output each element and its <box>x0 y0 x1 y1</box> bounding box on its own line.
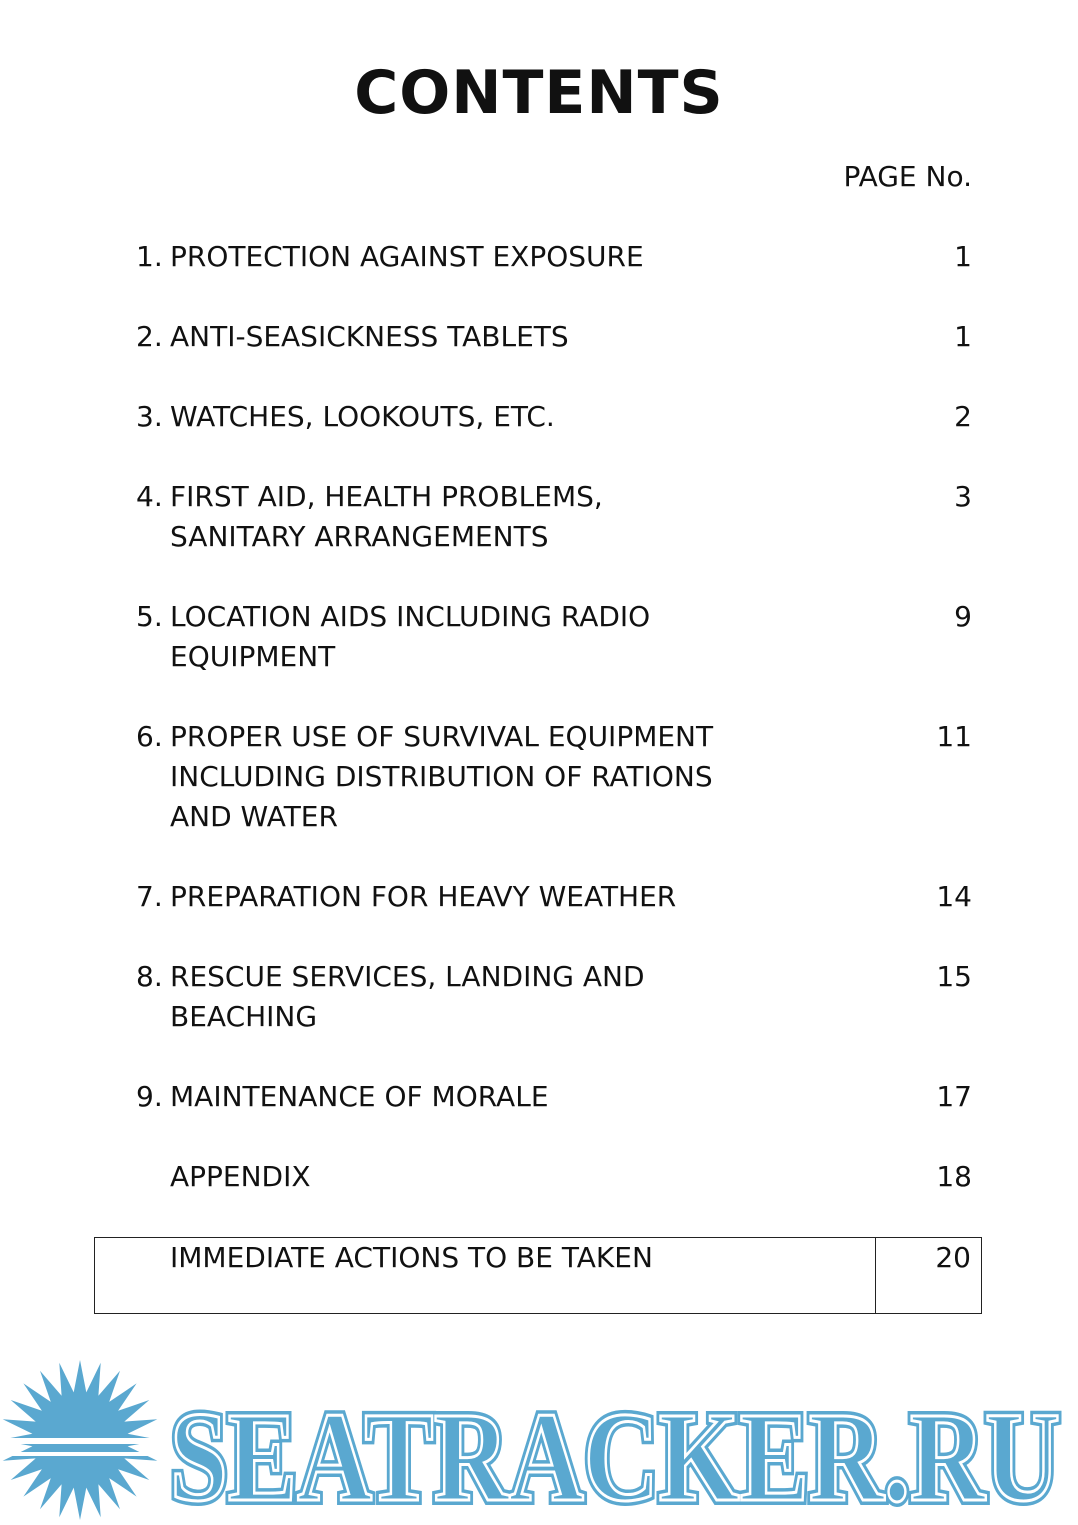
toc-entry <box>136 1077 972 1117</box>
toc-entry-number: 9. <box>136 1080 163 1113</box>
toc-entry-number: 2. <box>136 320 163 353</box>
watermark-text: SEATRACKER.RU <box>170 1386 1060 1525</box>
toc-entry <box>136 877 972 917</box>
toc-entry-title: PROPER USE OF SURVIVAL EQUIPMENT INCLUDING DISTRIBUTION OF RATIONS AND WATER <box>170 720 714 833</box>
toc-entry-page: 1 <box>954 240 972 273</box>
toc-entry-number: 8. <box>136 960 163 993</box>
toc-entry <box>136 317 972 357</box>
toc-entry-page: 17 <box>936 1080 972 1113</box>
toc-entry <box>136 597 972 677</box>
toc-entry <box>136 717 972 837</box>
immediate-actions-page: 20 <box>935 1241 971 1274</box>
seatracker-watermark-logo <box>0 1360 1078 1525</box>
toc-entry <box>136 237 972 277</box>
watermark-text-outline: SEATRACKER.RU <box>170 1386 1060 1525</box>
toc-entry-title: MAINTENANCE OF MORALE <box>170 1080 549 1113</box>
toc-entry <box>136 477 972 557</box>
toc-entry-title: WATCHES, LOOKOUTS, ETC. <box>170 400 555 433</box>
toc-entry-title: RESCUE SERVICES, LANDING AND BEACHING <box>170 960 645 1033</box>
toc-entry-number: 4. <box>136 480 163 513</box>
toc-entry-page: 2 <box>954 400 972 433</box>
toc-entry-title: LOCATION AIDS INCLUDING RADIO EQUIPMENT <box>170 600 651 673</box>
toc-entry-page: 14 <box>936 880 972 913</box>
toc-entry <box>136 1157 972 1197</box>
toc-entry-title: PROTECTION AGAINST EXPOSURE <box>170 240 644 273</box>
toc-entry-page: 9 <box>954 600 972 633</box>
immediate-actions-title: IMMEDIATE ACTIONS TO BE TAKEN <box>170 1241 653 1274</box>
page-title: CONTENTS <box>354 58 724 128</box>
toc-entry <box>136 957 972 1037</box>
immediate-actions-box <box>94 1237 982 1314</box>
toc-entry-number: 3. <box>136 400 163 433</box>
toc-entry-number: 5. <box>136 600 163 633</box>
toc-entry-page: 11 <box>936 720 972 753</box>
toc-entry-title: ANTI-SEASICKNESS TABLETS <box>170 320 569 353</box>
toc-entry-number: 1. <box>136 240 163 273</box>
toc-entry-number <box>136 1157 170 1197</box>
toc-entry <box>136 397 972 437</box>
toc-entry-number: 7. <box>136 880 163 913</box>
toc-entry-page: 1 <box>954 320 972 353</box>
toc-entry-number: 6. <box>136 720 163 753</box>
toc-entry-page: 18 <box>936 1160 972 1193</box>
toc-entry-title: PREPARATION FOR HEAVY WEATHER <box>170 880 677 913</box>
toc-entry-title: APPENDIX <box>170 1160 311 1193</box>
toc-entry-page: 15 <box>936 960 972 993</box>
sun-icon <box>0 1360 170 1520</box>
box-divider <box>875 1238 876 1314</box>
toc-entry-page: 3 <box>954 480 972 513</box>
toc-entry-title: FIRST AID, HEALTH PROBLEMS, SANITARY ARRANGEMENTS <box>170 480 603 553</box>
page-number-header: PAGE No. <box>843 160 972 193</box>
